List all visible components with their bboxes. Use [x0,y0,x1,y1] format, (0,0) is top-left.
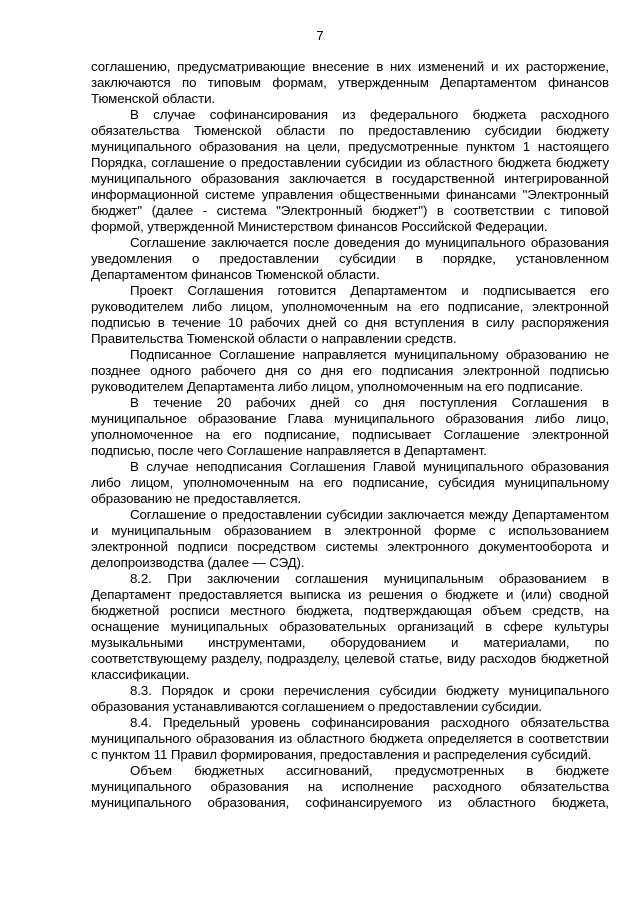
paragraph: В течение 20 рабочих дней со дня поступления Соглашения в муниципальное образование Глава муниципального образования либо лицо, уполномоченное на его подписание, подписывает Соглашение электронной подписью, после чего Соглашение направляется в Департамент. [91,395,609,458]
paragraph: 8.4. Предельный уровень софинансирования расходного обязательства муниципального образования из областного бюджета определяется в соответствии с пунктом 11 Правил формирования, предоставления и распределения субсидий. [91,715,609,762]
paragraph: Объем бюджетных ассигнований, предусмотренных в бюджете муниципального образования на исполнение расходного обязательства муниципального образования, софинансируемого из областного бюджета, [91,763,609,810]
paragraph: Соглашение заключается после доведения до муниципального образования уведомления о предоставлении субсидии в порядке, установленном Департаментом финансов Тюменской области. [91,235,609,282]
paragraph: 8.3. Порядок и сроки перечисления субсидии бюджету муниципального образования устанавливаются соглашением о предоставлении субсидии. [91,683,609,714]
document-body [91,59,609,811]
paragraph: Подписанное Соглашение направляется муниципальному образованию не позднее одного рабочего дня со дня его подписания электронной подписью руководителем Департамента либо лицом, уполномоченным на его подписание. [91,347,609,394]
paragraph: 8.2. При заключении соглашения муниципальным образованием в Департамент предоставляется выписка из решения о бюджете и (или) сводной бюджетной росписи местного бюджета, подтверждающая объем средств, на оснащение муниципальных образовательных организаций в сфере культуры музыкальными инструментами, оборудованием и материалами, по соответствующему разделу, подразделу, целевой статье, виду расходов бюджетной классификации. [91,571,609,682]
paragraph: соглашению, предусматривающие внесение в них изменений и их расторжение, заключаются по типовым формам, утвержденным Департаментом финансов Тюменской области. [91,59,609,106]
page-number: 7 [316,28,324,43]
paragraph: В случае софинансирования из федерального бюджета расходного обязательства Тюменской области по предоставлению субсидии бюджету муниципального образования на цели, предусмотренные пунктом 1 настоящего Порядка, соглашение о предоставлении субсидии из областного бюджета бюджету муниципального образования заключается в государственной интегрированной информационной системе управления общественными финансами "Электронный бюджет" (далее - система "Электронный бюджет") в соответствии с типовой формой, утвержденной Министерством финансов Российской Федерации. [91,107,609,234]
paragraph: В случае неподписания Соглашения Главой муниципального образования либо лицом, уполномоченным на его подписание, субсидия муниципальному образованию не предоставляется. [91,459,609,506]
paragraph: Проект Соглашения готовится Департаментом и подписывается его руководителем либо лицом, уполномоченным на его подписание, электронной подписью в течение 10 рабочих дней со дня вступления в силу распоряжения Правительства Тюменской области о направлении средств. [91,283,609,346]
paragraph: Соглашение о предоставлении субсидии заключается между Департаментом и муниципальным образованием в электронной форме с использованием электронной подписи посредством системы электронного документооборота и делопроизводства (далее — СЭД). [91,507,609,570]
